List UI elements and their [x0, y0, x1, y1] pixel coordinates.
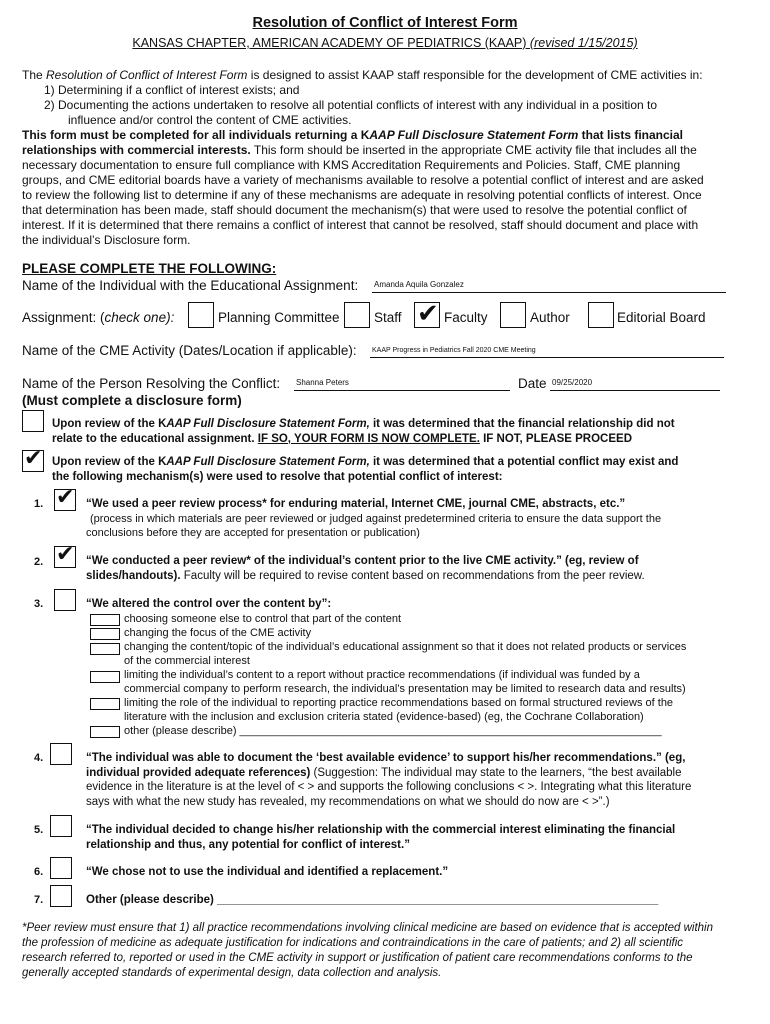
item-number: 5.: [34, 824, 44, 836]
review-no-conflict-text: Upon review of the KAAP Full Disclosure Statement Form, it was determined that the financial relationship did not relate to the educational assignment. IF SO, YOUR FORM IS NOW COMPLETE. IF NOT, PLEASE PROCEED: [52, 418, 675, 445]
mechanism-text-3: “We altered the control over the content by”:: [86, 598, 332, 610]
intro-list-item: 2) Documenting the actions undertaken to resolve all potential conflicts of interest with any individual in a position to: [44, 98, 658, 112]
activity-label: Name of the CME Activity (Dates/Location if applicable):: [22, 343, 357, 358]
mechanism-checkbox-7[interactable]: [50, 885, 72, 907]
footnote: *Peer review must ensure that 1) all practice recommendations involving clinical medicine are based on evidence that is accepted within the profession of medicine as adequate justification for indications and contraindications in the care of patients; and 2) all scientific research referred to, reported or used in the CME activity in support or justification of patient care recommendations conforms to the generally accepted standards of experimental design, data collection and analysis.: [22, 922, 713, 979]
date-label: Date: [518, 376, 547, 391]
role-checkbox-faculty[interactable]: [414, 298, 440, 328]
sub-option-checkbox[interactable]: [90, 643, 120, 655]
sub-option-checkbox[interactable]: [90, 628, 120, 640]
item-number: 6.: [34, 866, 44, 878]
intro-list-item-cont: influence and/or control the content of CME activities.: [68, 113, 352, 127]
mechanism-checkbox-1[interactable]: [54, 484, 76, 511]
mechanism-checkbox-5[interactable]: [50, 815, 72, 837]
role-checkbox-author[interactable]: [500, 302, 526, 328]
assignment-label: Assignment: (check one):: [22, 310, 175, 325]
mechanism-checkbox-6[interactable]: [50, 857, 72, 879]
item-number: 7.: [34, 894, 44, 906]
review-conflict-text: Upon review of the KAAP Full Disclosure Statement Form, it was determined that a potential conflict may exist and the following mechanism(s) were used to resolve that potential conflict of interest:: [52, 456, 679, 483]
mechanism-text-6: “We chose not to use the individual and identified a replacement.”: [86, 866, 449, 878]
role-checkbox-staff[interactable]: [344, 302, 370, 328]
resolver-label: Name of the Person Resolving the Conflict:: [22, 376, 281, 391]
role-checkbox-editorial[interactable]: [588, 302, 614, 328]
resolver-field[interactable]: Shanna Peters: [294, 374, 510, 391]
intro-body-line: to review the following list to determine if any of these mechanisms are adequate in resolving potential conflicts of interest. Once: [22, 188, 702, 202]
role-label: Author: [530, 310, 570, 325]
role-label: Staff: [374, 310, 402, 325]
review-checkbox-no-conflict[interactable]: [22, 410, 44, 432]
disclosure-requirement: (Must complete a disclosure form): [22, 393, 242, 408]
item-number: 1.: [34, 498, 44, 510]
sub-option-checkbox[interactable]: [90, 614, 120, 626]
revision-date: (revised 1/15/2015): [529, 36, 638, 50]
role-label: Planning Committee: [218, 310, 340, 325]
sub-option-text: limiting the role of the individual to reporting practice recommendations based on formal structured reviews of the literature with the inclusion and exclusion criteria stated (evidence-based) (eg, the Cochrane Collaboration): [124, 697, 674, 723]
mechanism-detail-1: (process in which materials are peer reviewed or judged against predetermined criteria to ensure the data support the conclusions before they are accepted for presentation or publication): [86, 513, 662, 539]
activity-field[interactable]: KAAP Progress in Pediatrics Fall 2020 CME Meeting: [370, 341, 724, 358]
form-title: Resolution of Conflict of Interest Form: [252, 15, 518, 31]
sub-option-checkbox[interactable]: [90, 726, 120, 738]
checkmark-icon: ✔: [417, 298, 439, 328]
intro-body-line: groups, and CME editorial boards have a variety of mechanisms available to resolve a potential conflict of interest and are asked: [22, 173, 704, 187]
role-label: Editorial Board: [617, 310, 706, 325]
individual-name-field[interactable]: Amanda Aquila Gonzalez: [372, 276, 726, 293]
intro-body-line: relationships with commercial interests. This form should be inserted in the appropriate CME activity file that includes all the: [22, 143, 697, 157]
mechanism-text-4: “The individual was able to document the ‘best available evidence’ to support his/her recommendations.” (eg, individual provided adequate references) (Suggestion: The individual may state to the learners, “the best available evidence in the literature is at the level of < > and supports the following conclusions < >. Integrating what this literature says with what the new study has revealed, my recommendations on what we should do now are < >”.): [86, 752, 692, 808]
sub-option-text: changing the content/topic of the individual’s educational assignment so that it does not related products or services of the commercial interest: [124, 641, 687, 667]
intro-list-item: 1) Determining if a conflict of interest exists; and: [44, 83, 300, 97]
intro-body-line: that determination has been made, staff should document the mechanism(s) that were used to resolve the potential conflict of: [22, 203, 687, 217]
intro-bold-line: This form must be completed for all individuals returning a KAAP Full Disclosure Statement Form that lists financial: [22, 128, 684, 142]
item-number: 3.: [34, 598, 44, 610]
mechanism-checkbox-3[interactable]: [54, 589, 76, 611]
mechanism-text-1: “We used a peer review process* for enduring material, Internet CME, journal CME, abstracts, etc.”: [86, 498, 626, 510]
checkmark-icon: ✔: [56, 484, 75, 509]
intro-body-line: the individual’s Disclosure form.: [22, 233, 191, 247]
intro-body-line: interest. If it is determined that there remains a conflict of interest that cannot be resolved, staff should document and place with: [22, 218, 699, 232]
mechanism-checkbox-2[interactable]: [54, 541, 76, 568]
checkmark-icon: ✔: [24, 445, 43, 470]
section-heading: PLEASE COMPLETE THE FOLLOWING:: [22, 261, 277, 276]
sub-option-text: limiting the individual’s content to a report without practice recommendations (if individual was funded by a commercial company to perform research, the individual’s presentation may be limited to research data and results): [124, 669, 686, 695]
sub-option-checkbox[interactable]: [90, 698, 120, 710]
sub-option-text: choosing someone else to control that part of the content: [124, 613, 402, 625]
form-subtitle: KANSAS CHAPTER, AMERICAN ACADEMY OF PEDIATRICS (KAAP) (revised 1/15/2015): [132, 36, 638, 50]
intro-body-line: necessary documentation to ensure full compliance with KMS Accreditation Requirements and Policies. Staff, CME planning: [22, 158, 681, 172]
mechanism-text-5: “The individual decided to change his/her relationship with the commercial interest eliminating the financial relationship and thus, any potential for conflict of interest.”: [86, 824, 676, 851]
individual-name-label: Name of the Individual with the Educational Assignment:: [22, 278, 359, 293]
item-number: 2.: [34, 556, 44, 568]
mechanism-checkbox-4[interactable]: [50, 743, 72, 765]
review-checkbox-conflict[interactable]: [22, 445, 44, 472]
date-field[interactable]: 09/25/2020: [550, 374, 720, 391]
item-number: 4.: [34, 752, 44, 764]
intro-paragraph: The Resolution of Conflict of Interest Form is designed to assist KAAP staff responsible for the development of CME activities in:: [22, 68, 703, 82]
mechanism-text-2: “We conducted a peer review* of the individual’s content prior to the live CME activity.” (eg, review of slides/handouts). Faculty will be required to revise content based on recommendations from the peer review.: [86, 555, 645, 582]
sub-option-text: changing the focus of the CME activity: [124, 627, 312, 639]
role-checkbox-planning[interactable]: [188, 302, 214, 328]
sub-option-checkbox[interactable]: [90, 671, 120, 683]
mechanism-text-7: Other (please describe) _____________________________________________________________________: [86, 894, 659, 906]
checkmark-icon: ✔: [56, 541, 75, 566]
role-label: Faculty: [444, 310, 488, 325]
sub-option-text: other (please describe) _____________________________________________________________________: [124, 725, 662, 737]
